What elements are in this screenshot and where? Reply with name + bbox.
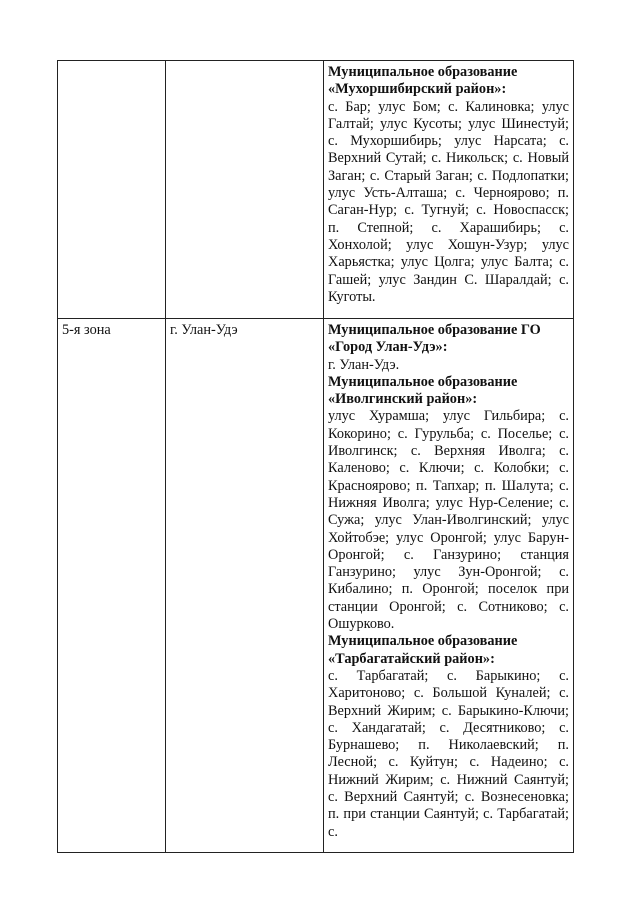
settlements-list: г. Улан-Удэ. <box>328 356 400 373</box>
municipality-heading: Муниципальное образование ГО «Город Улан-Удэ»: <box>328 322 541 356</box>
zones-table <box>57 60 574 853</box>
municipality-heading: Муниципальное образование «Мухоршибирский район»: <box>328 64 518 98</box>
zone-cell: 5-я зона <box>58 319 166 853</box>
settlements-cell <box>324 61 574 319</box>
city-cell: г. Улан-Удэ <box>166 319 324 853</box>
municipality-heading: Муниципальное образование «Иволгинский район»: <box>328 373 518 408</box>
municipality-entry <box>328 633 569 841</box>
settlements-cell <box>324 319 574 853</box>
municipality-entry <box>328 374 569 633</box>
city-cell <box>166 61 324 319</box>
settlements-list: с. Тарбагатай; с. Барыкино; с. Харитоново; с. Большой Куналей; с. Верхний Жирим; с. Барыкино-Ключи; с. Хандагатай; с. Десятниково; с. Бурнашево; п. Николаевский; п. Лесной; с. Куйтун; с. Надеино; с. Нижний Жирим; с. Нижний Саянтуй; с. Верхний Саянтуй; с. Вознесеновка; п. при станции Саянтуй; с. Тарбагатай; с. <box>328 667 569 840</box>
settlements-list: улус Хурамша; улус Гильбира; с. Кокорино; с. Гурульба; с. Поселье; с. Иволгинск; с. Верхняя Иволга; с. Каленово; с. Ключи; с. Колобки; с. Красноярово; п. Тапхар; п. Шалута; с. Нижняя Иволга; улус Нур-Селение; с. Сужа; улус Улан-Иволгинский; улус Хойтобэе; улус Оронгой; улус Барун-Оронгой; с. Ганзурино; станция Ганзурино; улус Зун-Оронгой; с. Кибалино; п. Оронгой; поселок при станции Оронгой; с. Сотниково; с. Ошурково. <box>328 408 569 633</box>
zone-cell <box>58 61 166 319</box>
municipality-entry <box>328 64 569 306</box>
settlements-list: с. Бар; улус Бом; с. Калиновка; улус Галтай; улус Кусоты; улус Шинестуй; с. Мухоршибирь; улус Нарсата; с. Верхний Сутай; с. Никольск; с. Новый Заган; с. Старый Заган; с. Подлопатки; улус Усть-Алташа; с. Черноярово; п. Саган-Нур; с. Тугнуй; с. Новоспасск; п. Степной; с. Харашибирь; с. Хонхолой; улус Хошун-Узур; улус Харьястка; улус Цолга; улус Балта; с. Гашей; улус Зандин С. Шаралдай; с. Куготы. <box>328 98 569 305</box>
table-row <box>58 61 574 319</box>
municipality-entry <box>328 322 569 374</box>
municipality-heading: Муниципальное образование «Тарбагатайский район»: <box>328 633 518 667</box>
table-row <box>58 319 574 853</box>
